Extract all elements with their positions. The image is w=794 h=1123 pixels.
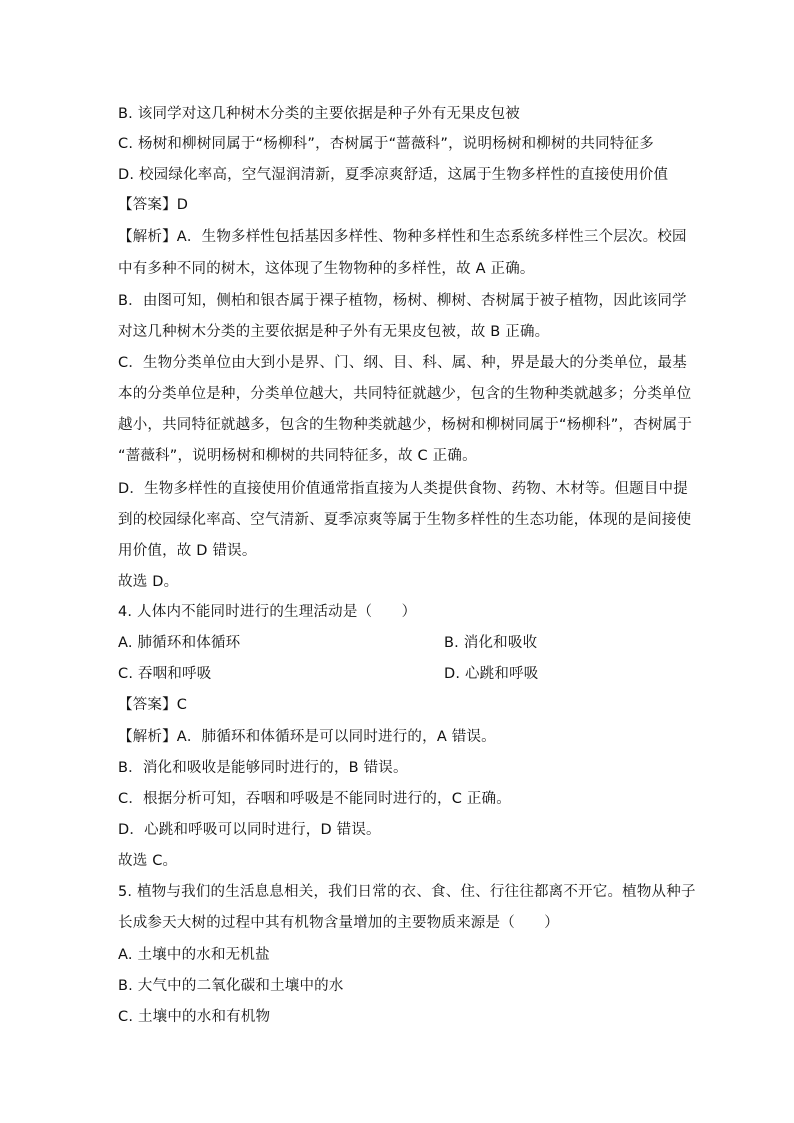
- q4-analysis-line: C．根据分析可知，吞咽和呼吸是不能同时进行的，C 正确。: [118, 791, 511, 807]
- q4-conclusion: 故选 C。: [118, 853, 178, 869]
- q5-option-a: A. 土壤中的水和无机盐: [118, 947, 270, 963]
- q3-analysis-line: D．生物多样性的直接使用价值通常指直接为人类提供食物、药物、木材等。但题目中提: [118, 481, 688, 497]
- q4-analysis-line: D．心跳和呼吸可以同时进行，D 错误。: [118, 822, 381, 838]
- q4-analysis-line: B．消化和吸收是能够同时进行的，B 错误。: [118, 760, 408, 776]
- q3-analysis-line: 中有多种不同的树木，这体现了生物物种的多样性，故 A 正确。: [118, 261, 535, 277]
- q3-analysis-line: 越小，共同特征就越多，包含的生物种类就越少，杨树和柳树同属于“杨柳科”，杏树属于: [118, 417, 693, 433]
- q3-option-c: C. 杨树和柳树同属于“杨柳科”，杏树属于“蔷薇科”，说明杨树和柳树的共同特征多: [118, 136, 654, 152]
- q3-analysis-line: 用价值，故 D 错误。: [118, 543, 257, 559]
- q3-option-b: B. 该同学对这几种树木分类的主要依据是种子外有无果皮包被: [118, 106, 520, 122]
- q3-answer: 【答案】D: [118, 197, 189, 213]
- q3-analysis-line: 到的校园绿化率高、空气清新、夏季凉爽等属于生物多样性的生态功能，体现的是间接使: [118, 512, 692, 528]
- q4-option-d: D. 心跳和呼吸: [444, 666, 539, 682]
- q5-option-b: B. 大气中的二氧化碳和土壤中的水: [118, 978, 344, 994]
- q5-stem-line: 长成参天大树的过程中其有机物含量增加的主要物质来源是（ ）: [118, 915, 559, 931]
- q3-analysis-line: 本的分类单位是种，分类单位越大，共同特征就越少，包含的生物种类就越多；分类单位: [118, 386, 692, 402]
- q4-stem: 4. 人体内不能同时进行的生理活动是（ ）: [118, 604, 417, 620]
- q5-option-c: C. 土壤中的水和有机物: [118, 1009, 271, 1025]
- q3-option-d: D. 校园绿化率高，空气湿润清新，夏季凉爽舒适，这属于生物多样性的直接使用价值: [118, 167, 669, 183]
- q5-stem-line: 5. 植物与我们的生活息息相关，我们日常的衣、食、住、行往往都离不开它。植物从种子: [118, 884, 696, 900]
- q4-option-b: B. 消化和吸收: [444, 635, 538, 651]
- q4-option-c: C. 吞咽和呼吸: [118, 666, 212, 682]
- q3-conclusion: 故选 D。: [118, 574, 179, 590]
- q3-analysis-line: “蔷薇科”，说明杨树和柳树的共同特征多，故 C 正确。: [118, 448, 477, 464]
- q3-analysis-line: C．生物分类单位由大到小是界、门、纲、目、科、属、种，界是最大的分类单位，最基: [118, 355, 687, 371]
- q3-analysis-line: B．由图可知，侧柏和银杏属于裸子植物，杨树、柳树、杏树属于被子植物，因此该同学: [118, 293, 687, 309]
- q3-analysis-line: 对这几种树木分类的主要依据是种子外有无果皮包被，故 B 正确。: [118, 324, 550, 340]
- q3-analysis-line: 【解析】A．生物多样性包括基因多样性、物种多样性和生态系统多样性三个层次。校园: [118, 229, 687, 245]
- q4-option-a: A. 肺循环和体循环: [118, 635, 241, 651]
- q4-answer: 【答案】C: [118, 697, 188, 713]
- q4-analysis-line: 【解析】A．肺循环和体循环是可以同时进行的，A 错误。: [118, 729, 496, 745]
